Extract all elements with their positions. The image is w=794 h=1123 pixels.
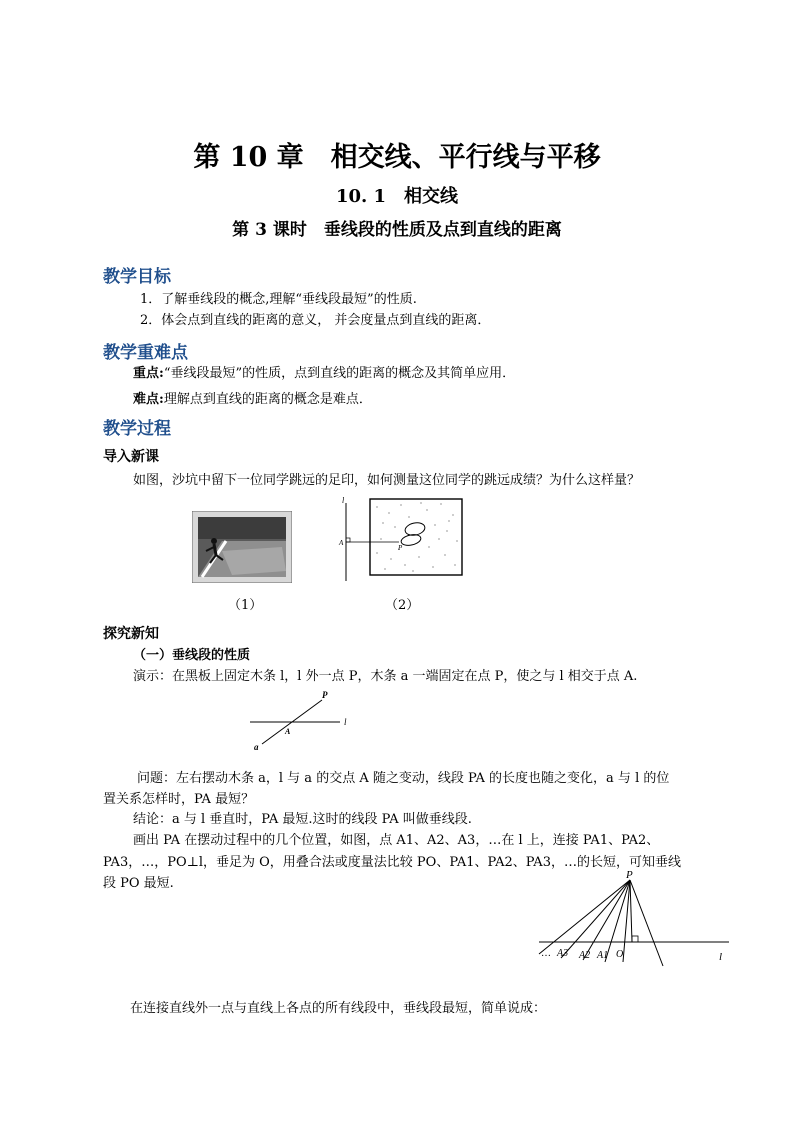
lesson-title: 第 3 课时 垂线段的性质及点到直线的距离 — [232, 220, 562, 240]
key-point — [133, 362, 515, 381]
fig4-label-A1: A1 — [597, 950, 609, 961]
fig3-label-A: A — [285, 727, 291, 736]
fig4-label-O: O — [616, 949, 624, 960]
fig2-caption: （2） — [385, 598, 420, 613]
difficult-label: 难点: — [133, 392, 164, 407]
long-jump-photo — [192, 511, 292, 587]
key-text: “垂线段最短”的性质，点到直线的距离的概念及其简单应用． — [163, 366, 516, 381]
fig2-label-A: A — [339, 539, 344, 547]
fig3-label-l: l — [344, 717, 347, 727]
perpendicular-diagram — [535, 868, 735, 976]
fig3-label-a: a — [254, 742, 259, 752]
demo-text: 演示：在黑板上固定木条 l，l 外一点 P，木条 a 一端固定在点 P，使之与 l 相交于点 A. — [133, 669, 638, 684]
part1-heading: （一）垂线段的性质 — [133, 648, 251, 663]
question-line-2: 置关系怎样时，PA 最短？ — [103, 792, 255, 807]
explore-heading: 探究新知 — [103, 626, 159, 642]
goals-heading: 教学目标 — [103, 267, 171, 287]
draw-line-2: PA3，…，PO⊥l，垂足为 O，用叠合法或度量法比较 PO、PA1、PA2、PA3，…的长短，可知垂线 — [103, 855, 681, 870]
summary-text: 在连接直线外一点与直线上各点的所有线段中，垂线段最短，简单说成： — [130, 1001, 547, 1016]
conclusion: 结论：a 与 l 垂直时，PA 最短.这时的线段 PA 叫做垂线段. — [133, 812, 472, 827]
section-title: 10. 1 相交线 — [335, 186, 459, 207]
goal-item-1: 1．了解垂线段的概念,理解“垂线段最短”的性质. — [140, 292, 417, 307]
draw-line-3: 段 PO 最短. — [103, 876, 174, 891]
fig2-label-l: l — [342, 496, 345, 505]
fig4-label-l: l — [719, 951, 723, 963]
keypoints-heading: 教学重难点 — [103, 343, 188, 363]
intro-heading: 导入新课 — [103, 449, 159, 465]
fig4-label-A2: A2 — [579, 950, 591, 961]
draw-line-1: 画出 PA 在摆动过程中的几个位置，如图，点 A1、A2、A3，…在 l 上，连接 PA1、PA2、 — [133, 833, 660, 848]
difficult-point — [133, 388, 372, 407]
fig4-label-dots: … — [541, 948, 551, 959]
fig2-label-P: P — [398, 544, 403, 552]
chapter-title: 第 10 章 相交线、平行线与平移 — [193, 142, 601, 173]
fig4-label-P: P — [626, 869, 633, 881]
fig1-caption: （1） — [228, 598, 263, 613]
intro-text: 如图，沙坑中留下一位同学跳远的足印，如何测量这位同学的跳远成绩？为什么这样量？ — [133, 473, 641, 488]
fig4-label-A3: A3 — [557, 948, 569, 959]
crossing-lines-diagram — [248, 688, 354, 758]
process-heading: 教学过程 — [103, 419, 171, 439]
fig3-label-P: P — [322, 690, 328, 700]
difficult-text: 理解点到直线的距离的概念是难点． — [163, 392, 372, 407]
sandpit-diagram — [337, 495, 467, 585]
key-label: 重点: — [133, 366, 164, 381]
question-line-1: 问题：左右摆动木条 a，l 与 a 的交点 A 随之变动，线段 PA 的长度也随之变化，a 与 l 的位 — [137, 771, 670, 786]
goal-item-2: 2．体会点到直线的距离的意义， 并会度量点到直线的距离． — [140, 313, 491, 328]
